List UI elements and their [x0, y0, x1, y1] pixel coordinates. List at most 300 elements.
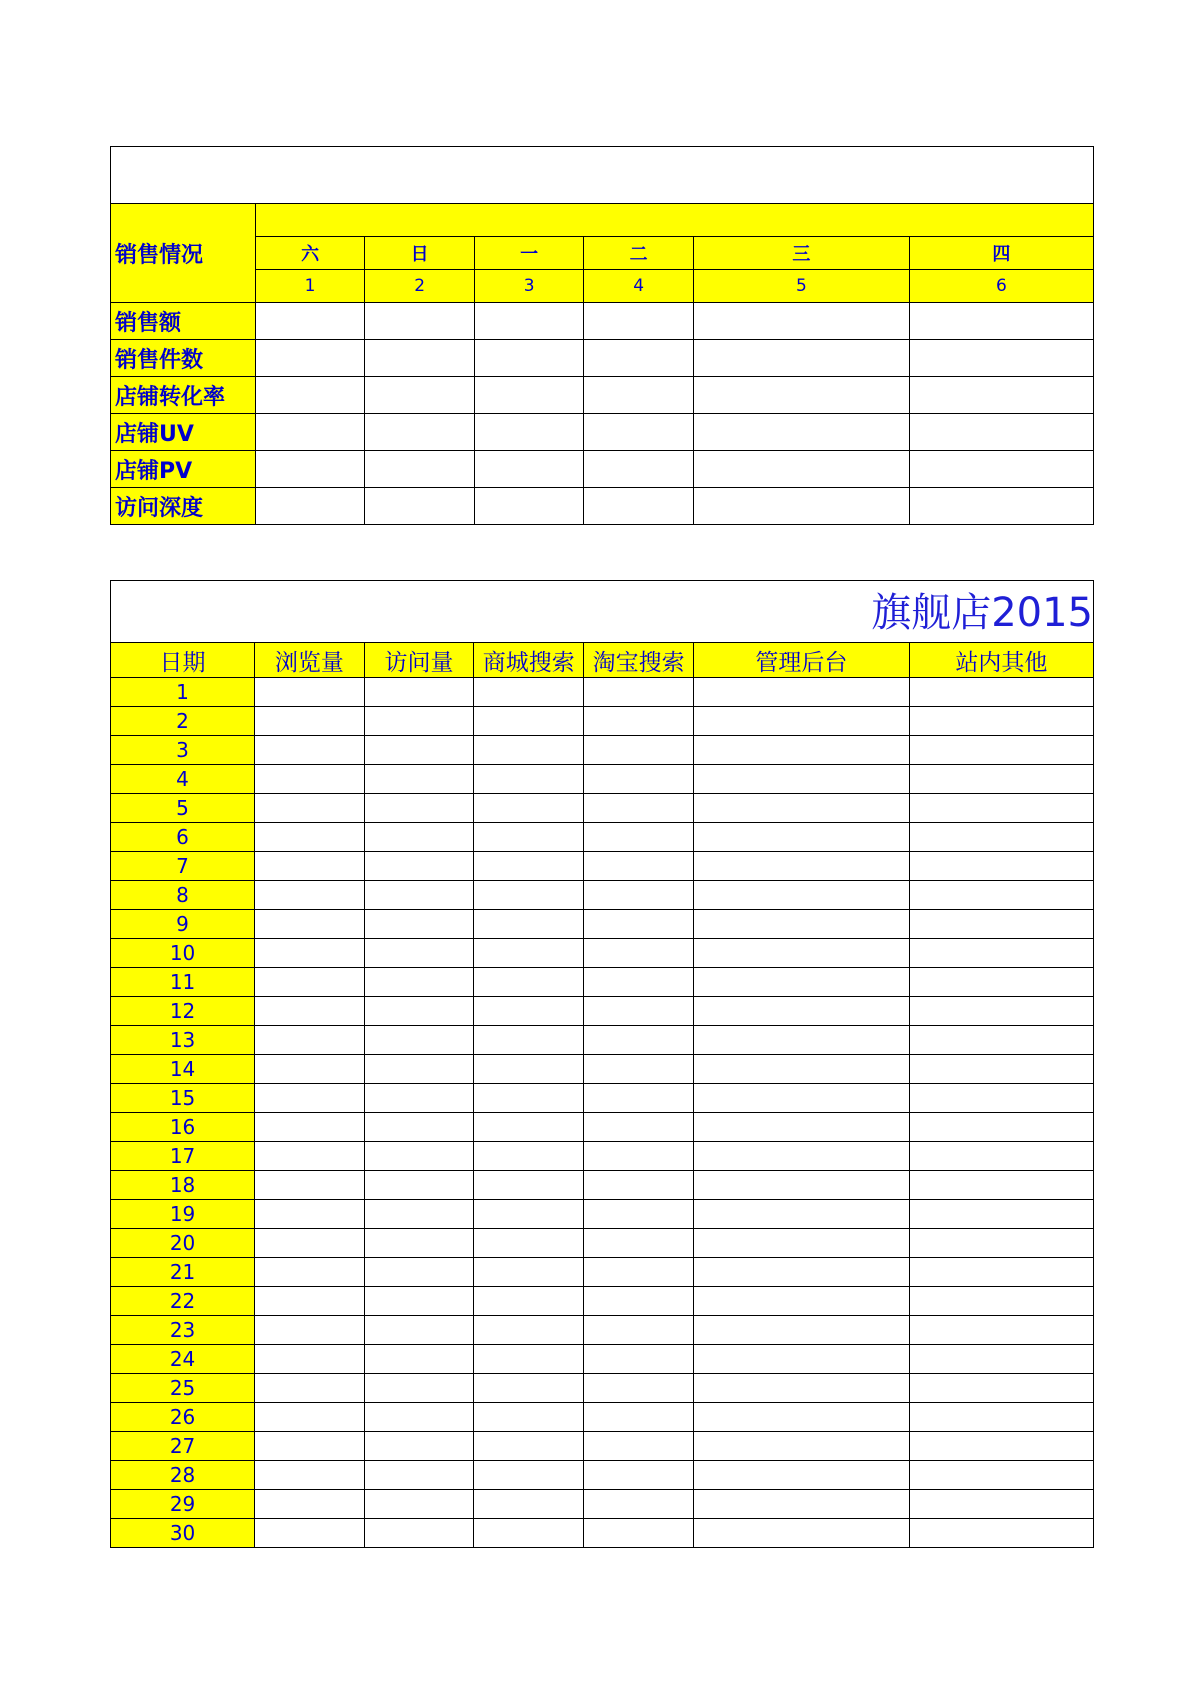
column-header-taobao-search[interactable]: 淘宝搜索	[584, 643, 694, 678]
traffic-value-cell[interactable]	[364, 910, 474, 939]
traffic-value-cell[interactable]	[255, 1519, 365, 1548]
column-header-date[interactable]: 日期	[111, 643, 255, 678]
traffic-value-cell[interactable]	[693, 910, 909, 939]
traffic-value-cell[interactable]	[474, 968, 584, 997]
traffic-value-cell[interactable]	[909, 1258, 1093, 1287]
traffic-value-cell[interactable]	[909, 1113, 1093, 1142]
traffic-value-cell[interactable]	[584, 852, 694, 881]
traffic-value-cell[interactable]	[255, 910, 365, 939]
metric-value-cell[interactable]	[474, 488, 584, 525]
traffic-value-cell[interactable]	[364, 1142, 474, 1171]
metric-value-cell[interactable]	[584, 340, 694, 377]
metric-value-cell[interactable]	[693, 303, 909, 340]
traffic-value-cell[interactable]	[474, 910, 584, 939]
traffic-value-cell[interactable]	[255, 1142, 365, 1171]
traffic-value-cell[interactable]	[693, 1490, 909, 1519]
traffic-value-cell[interactable]	[255, 939, 365, 968]
traffic-value-cell[interactable]	[474, 1461, 584, 1490]
traffic-value-cell[interactable]	[693, 1084, 909, 1113]
date-cell[interactable]: 16	[111, 1113, 255, 1142]
metric-value-cell[interactable]	[693, 488, 909, 525]
table-row	[111, 1345, 1094, 1374]
date-cell[interactable]: 4	[111, 765, 255, 794]
metrics-body	[111, 303, 1094, 525]
traffic-value-cell[interactable]	[909, 1519, 1093, 1548]
metric-value-cell[interactable]	[474, 340, 584, 377]
date-cell[interactable]: 2	[111, 707, 255, 736]
metric-value-cell[interactable]	[909, 303, 1093, 340]
traffic-value-cell[interactable]	[584, 1461, 694, 1490]
table-row	[111, 1258, 1094, 1287]
weekday-cell[interactable]: 一	[474, 237, 584, 270]
traffic-value-cell[interactable]	[584, 1316, 694, 1345]
column-header-visits[interactable]: 访问量	[364, 643, 474, 678]
traffic-value-cell[interactable]	[909, 881, 1093, 910]
traffic-value-cell[interactable]	[909, 852, 1093, 881]
date-cell[interactable]: 10	[111, 939, 255, 968]
table-row	[111, 1113, 1094, 1142]
date-cell[interactable]: 1	[111, 678, 255, 707]
traffic-value-cell[interactable]	[364, 1403, 474, 1432]
weekday-cell[interactable]: 二	[584, 237, 694, 270]
traffic-value-cell[interactable]	[474, 1490, 584, 1519]
sales-row-header[interactable]: 销售情况	[111, 204, 256, 303]
traffic-value-cell[interactable]	[693, 1200, 909, 1229]
date-cell[interactable]: 13	[111, 1026, 255, 1055]
traffic-value-cell[interactable]	[364, 1055, 474, 1084]
traffic-value-cell[interactable]	[255, 1461, 365, 1490]
traffic-value-cell[interactable]	[584, 1229, 694, 1258]
date-cell[interactable]: 26	[111, 1403, 255, 1432]
traffic-value-cell[interactable]	[909, 765, 1093, 794]
traffic-value-cell[interactable]	[909, 997, 1093, 1026]
traffic-value-cell[interactable]	[474, 794, 584, 823]
traffic-value-cell[interactable]	[693, 968, 909, 997]
metric-value-cell[interactable]	[909, 488, 1093, 525]
traffic-value-cell[interactable]	[255, 881, 365, 910]
traffic-value-cell[interactable]	[364, 1113, 474, 1142]
traffic-value-cell[interactable]	[909, 910, 1093, 939]
metric-label[interactable]: 销售额	[111, 303, 256, 340]
traffic-value-cell[interactable]	[584, 823, 694, 852]
date-cell[interactable]: 22	[111, 1287, 255, 1316]
traffic-value-cell[interactable]	[474, 823, 584, 852]
traffic-value-cell[interactable]	[474, 881, 584, 910]
weekday-cell[interactable]: 日	[365, 237, 475, 270]
traffic-value-cell[interactable]	[693, 1461, 909, 1490]
traffic-value-cell[interactable]	[255, 1200, 365, 1229]
traffic-value-cell[interactable]	[909, 1171, 1093, 1200]
metric-value-cell[interactable]	[584, 414, 694, 451]
day-number-cell[interactable]: 3	[474, 270, 584, 303]
table-row	[111, 1490, 1094, 1519]
date-cell[interactable]: 20	[111, 1229, 255, 1258]
table-row	[111, 1461, 1094, 1490]
traffic-value-cell[interactable]	[255, 1287, 365, 1316]
metric-label[interactable]: 店铺转化率	[111, 377, 256, 414]
metric-value-cell[interactable]	[909, 340, 1093, 377]
traffic-value-cell[interactable]	[693, 1403, 909, 1432]
traffic-value-cell[interactable]	[255, 1258, 365, 1287]
traffic-value-cell[interactable]	[474, 1142, 584, 1171]
traffic-value-cell[interactable]	[909, 1084, 1093, 1113]
traffic-value-cell[interactable]	[364, 1171, 474, 1200]
table-row	[111, 794, 1094, 823]
traffic-value-cell[interactable]	[909, 1461, 1093, 1490]
traffic-value-cell[interactable]	[909, 1403, 1093, 1432]
traffic-value-cell[interactable]	[693, 1142, 909, 1171]
date-cell[interactable]: 6	[111, 823, 255, 852]
date-cell[interactable]: 9	[111, 910, 255, 939]
traffic-value-cell[interactable]	[693, 881, 909, 910]
table-row	[111, 997, 1094, 1026]
traffic-value-cell[interactable]	[693, 1519, 909, 1548]
column-header-page-views[interactable]: 浏览量	[255, 643, 365, 678]
traffic-value-cell[interactable]	[909, 968, 1093, 997]
metric-value-cell[interactable]	[255, 340, 365, 377]
date-cell[interactable]: 23	[111, 1316, 255, 1345]
traffic-value-cell[interactable]	[474, 1316, 584, 1345]
traffic-value-cell[interactable]	[255, 823, 365, 852]
traffic-value-cell[interactable]	[364, 852, 474, 881]
traffic-value-cell[interactable]	[693, 852, 909, 881]
metric-value-cell[interactable]	[365, 488, 475, 525]
sales-summary-table	[110, 146, 1094, 525]
traffic-value-cell[interactable]	[364, 1287, 474, 1316]
metric-value-cell[interactable]	[255, 488, 365, 525]
traffic-value-cell[interactable]	[474, 678, 584, 707]
metric-value-cell[interactable]	[365, 414, 475, 451]
traffic-value-cell[interactable]	[474, 852, 584, 881]
traffic-value-cell[interactable]	[693, 1258, 909, 1287]
traffic-value-cell[interactable]	[909, 1229, 1093, 1258]
traffic-value-cell[interactable]	[693, 1287, 909, 1316]
metric-value-cell[interactable]	[255, 303, 365, 340]
traffic-value-cell[interactable]	[693, 1374, 909, 1403]
metric-value-cell[interactable]	[584, 303, 694, 340]
traffic-value-cell[interactable]	[584, 1142, 694, 1171]
date-cell[interactable]: 12	[111, 997, 255, 1026]
traffic-value-cell[interactable]	[584, 910, 694, 939]
traffic-value-cell[interactable]	[909, 1432, 1093, 1461]
traffic-value-cell[interactable]	[255, 1026, 365, 1055]
traffic-value-cell[interactable]	[255, 707, 365, 736]
metric-value-cell[interactable]	[365, 340, 475, 377]
sales-summary-sheet	[110, 146, 1094, 525]
traffic-value-cell[interactable]	[364, 1084, 474, 1113]
traffic-value-cell[interactable]	[909, 707, 1093, 736]
traffic-value-cell[interactable]	[474, 1432, 584, 1461]
date-cell[interactable]: 25	[111, 1374, 255, 1403]
traffic-value-cell[interactable]	[909, 1142, 1093, 1171]
traffic-value-cell[interactable]	[584, 1519, 694, 1548]
traffic-value-cell[interactable]	[255, 1171, 365, 1200]
traffic-value-cell[interactable]	[909, 1055, 1093, 1084]
traffic-value-cell[interactable]	[584, 1490, 694, 1519]
traffic-value-cell[interactable]	[364, 1432, 474, 1461]
date-cell[interactable]: 5	[111, 794, 255, 823]
metric-value-cell[interactable]	[584, 488, 694, 525]
day-number-cell[interactable]: 2	[365, 270, 475, 303]
traffic-value-cell[interactable]	[474, 1171, 584, 1200]
traffic-value-cell[interactable]	[693, 1432, 909, 1461]
traffic-value-cell[interactable]	[364, 1490, 474, 1519]
sales-blank-header-cell[interactable]	[255, 204, 1093, 237]
traffic-value-cell[interactable]	[909, 1200, 1093, 1229]
metric-value-cell[interactable]	[584, 451, 694, 488]
weekday-cell[interactable]: 四	[909, 237, 1093, 270]
traffic-value-cell[interactable]	[693, 823, 909, 852]
traffic-value-cell[interactable]	[584, 968, 694, 997]
traffic-value-cell[interactable]	[909, 1287, 1093, 1316]
traffic-value-cell[interactable]	[474, 1519, 584, 1548]
day-number-cell[interactable]: 6	[909, 270, 1093, 303]
date-cell[interactable]: 18	[111, 1171, 255, 1200]
traffic-value-cell[interactable]	[584, 1084, 694, 1113]
metric-value-cell[interactable]	[584, 377, 694, 414]
traffic-value-cell[interactable]	[364, 1374, 474, 1403]
metric-value-cell[interactable]	[693, 451, 909, 488]
traffic-value-cell[interactable]	[364, 1258, 474, 1287]
metric-value-cell[interactable]	[909, 451, 1093, 488]
weekday-cell[interactable]: 三	[693, 237, 909, 270]
traffic-value-cell[interactable]	[909, 1026, 1093, 1055]
traffic-value-cell[interactable]	[364, 1200, 474, 1229]
traffic-value-cell[interactable]	[364, 939, 474, 968]
traffic-value-cell[interactable]	[364, 997, 474, 1026]
traffic-value-cell[interactable]	[255, 678, 365, 707]
traffic-value-cell[interactable]	[909, 736, 1093, 765]
traffic-value-cell[interactable]	[909, 823, 1093, 852]
metric-value-cell[interactable]	[693, 414, 909, 451]
traffic-value-cell[interactable]	[584, 1403, 694, 1432]
traffic-value-cell[interactable]	[255, 852, 365, 881]
metric-value-cell[interactable]	[255, 377, 365, 414]
traffic-value-cell[interactable]	[584, 1374, 694, 1403]
traffic-value-cell[interactable]	[474, 1055, 584, 1084]
traffic-value-cell[interactable]	[693, 707, 909, 736]
traffic-value-cell[interactable]	[693, 1229, 909, 1258]
traffic-value-cell[interactable]	[693, 997, 909, 1026]
traffic-value-cell[interactable]	[584, 794, 694, 823]
traffic-value-cell[interactable]	[693, 1055, 909, 1084]
traffic-value-cell[interactable]	[364, 1461, 474, 1490]
traffic-value-cell[interactable]	[584, 765, 694, 794]
traffic-value-cell[interactable]	[474, 1084, 584, 1113]
traffic-value-cell[interactable]	[474, 765, 584, 794]
traffic-value-cell[interactable]	[474, 1026, 584, 1055]
date-cell[interactable]: 19	[111, 1200, 255, 1229]
weekday-row	[111, 237, 1094, 270]
traffic-value-cell[interactable]	[255, 968, 365, 997]
metric-value-cell[interactable]	[365, 451, 475, 488]
metric-row	[111, 303, 1094, 340]
traffic-value-cell[interactable]	[693, 678, 909, 707]
date-cell[interactable]: 8	[111, 881, 255, 910]
traffic-value-cell[interactable]	[584, 707, 694, 736]
traffic-title[interactable]: 旗舰店2015	[111, 581, 1094, 643]
traffic-value-cell[interactable]	[693, 1026, 909, 1055]
traffic-value-cell[interactable]	[364, 1229, 474, 1258]
table-row	[111, 765, 1094, 794]
metric-value-cell[interactable]	[255, 451, 365, 488]
traffic-value-cell[interactable]	[474, 1374, 584, 1403]
metric-value-cell[interactable]	[909, 377, 1093, 414]
traffic-value-cell[interactable]	[584, 997, 694, 1026]
traffic-value-cell[interactable]	[584, 1432, 694, 1461]
metric-label[interactable]: 店铺PV	[111, 451, 256, 488]
traffic-value-cell[interactable]	[364, 736, 474, 765]
traffic-value-cell[interactable]	[255, 765, 365, 794]
traffic-table	[110, 580, 1094, 1548]
traffic-value-cell[interactable]	[909, 1345, 1093, 1374]
traffic-value-cell[interactable]	[474, 939, 584, 968]
column-header-admin-backend[interactable]: 管理后台	[693, 643, 909, 678]
traffic-value-cell[interactable]	[364, 794, 474, 823]
date-cell[interactable]: 14	[111, 1055, 255, 1084]
date-cell[interactable]: 27	[111, 1432, 255, 1461]
metric-value-cell[interactable]	[474, 451, 584, 488]
traffic-value-cell[interactable]	[255, 997, 365, 1026]
traffic-value-cell[interactable]	[474, 707, 584, 736]
traffic-value-cell[interactable]	[364, 765, 474, 794]
weekday-cell[interactable]: 六	[255, 237, 365, 270]
traffic-value-cell[interactable]	[364, 881, 474, 910]
traffic-value-cell[interactable]	[474, 1113, 584, 1142]
date-cell[interactable]: 21	[111, 1258, 255, 1287]
metric-label[interactable]: 店铺UV	[111, 414, 256, 451]
metric-row	[111, 377, 1094, 414]
traffic-value-cell[interactable]	[364, 678, 474, 707]
metric-value-cell[interactable]	[365, 377, 475, 414]
table-row	[111, 707, 1094, 736]
table-row	[111, 1374, 1094, 1403]
traffic-value-cell[interactable]	[693, 939, 909, 968]
table-row	[111, 1200, 1094, 1229]
metric-value-cell[interactable]	[474, 303, 584, 340]
metric-value-cell[interactable]	[474, 377, 584, 414]
table-row	[111, 736, 1094, 765]
table-row	[111, 678, 1094, 707]
traffic-value-cell[interactable]	[584, 1026, 694, 1055]
traffic-value-cell[interactable]	[474, 1287, 584, 1316]
traffic-value-cell[interactable]	[909, 794, 1093, 823]
date-cell[interactable]: 3	[111, 736, 255, 765]
metric-value-cell[interactable]	[365, 303, 475, 340]
traffic-value-cell[interactable]	[255, 1374, 365, 1403]
traffic-value-cell[interactable]	[255, 1055, 365, 1084]
traffic-value-cell[interactable]	[693, 1316, 909, 1345]
metric-value-cell[interactable]	[909, 414, 1093, 451]
traffic-value-cell[interactable]	[909, 1316, 1093, 1345]
date-cell[interactable]: 17	[111, 1142, 255, 1171]
traffic-value-cell[interactable]	[584, 678, 694, 707]
metric-label[interactable]: 销售件数	[111, 340, 256, 377]
metric-value-cell[interactable]	[255, 414, 365, 451]
traffic-value-cell[interactable]	[255, 1345, 365, 1374]
metric-value-cell[interactable]	[693, 377, 909, 414]
traffic-value-cell[interactable]	[909, 1374, 1093, 1403]
traffic-value-cell[interactable]	[474, 1200, 584, 1229]
traffic-value-cell[interactable]	[584, 1345, 694, 1374]
traffic-value-cell[interactable]	[909, 939, 1093, 968]
traffic-value-cell[interactable]	[584, 1171, 694, 1200]
traffic-value-cell[interactable]	[255, 1229, 365, 1258]
traffic-value-cell[interactable]	[364, 707, 474, 736]
traffic-value-cell[interactable]	[474, 1403, 584, 1432]
traffic-value-cell[interactable]	[584, 881, 694, 910]
date-cell[interactable]: 28	[111, 1461, 255, 1490]
table-row	[111, 1084, 1094, 1113]
day-number-cell[interactable]: 4	[584, 270, 694, 303]
traffic-value-cell[interactable]	[584, 1055, 694, 1084]
metric-label[interactable]: 访问深度	[111, 488, 256, 525]
column-header-mall-search[interactable]: 商城搜索	[474, 643, 584, 678]
date-cell[interactable]: 7	[111, 852, 255, 881]
traffic-value-cell[interactable]	[255, 1113, 365, 1142]
date-cell[interactable]: 15	[111, 1084, 255, 1113]
traffic-value-cell[interactable]	[474, 736, 584, 765]
traffic-value-cell[interactable]	[364, 1026, 474, 1055]
column-header-onsite-other[interactable]: 站内其他	[909, 643, 1093, 678]
traffic-value-cell[interactable]	[693, 794, 909, 823]
traffic-value-cell[interactable]	[693, 736, 909, 765]
day-number-cell[interactable]: 1	[255, 270, 365, 303]
traffic-value-cell[interactable]	[255, 794, 365, 823]
traffic-value-cell[interactable]	[584, 939, 694, 968]
traffic-value-cell[interactable]	[255, 1432, 365, 1461]
table-row	[111, 1287, 1094, 1316]
traffic-value-cell[interactable]	[693, 1113, 909, 1142]
date-cell[interactable]: 29	[111, 1490, 255, 1519]
date-cell[interactable]: 30	[111, 1519, 255, 1548]
traffic-value-cell[interactable]	[584, 1200, 694, 1229]
traffic-value-cell[interactable]	[693, 1345, 909, 1374]
traffic-value-cell[interactable]	[909, 678, 1093, 707]
date-cell[interactable]: 24	[111, 1345, 255, 1374]
traffic-value-cell[interactable]	[584, 1113, 694, 1142]
traffic-value-cell[interactable]	[364, 1345, 474, 1374]
traffic-value-cell[interactable]	[364, 1519, 474, 1548]
table-row	[111, 1026, 1094, 1055]
traffic-value-cell[interactable]	[693, 765, 909, 794]
traffic-value-cell[interactable]	[474, 1258, 584, 1287]
traffic-value-cell[interactable]	[474, 997, 584, 1026]
metric-value-cell[interactable]	[474, 414, 584, 451]
sales-title-cell[interactable]	[111, 147, 1094, 204]
table-row	[111, 968, 1094, 997]
metric-row	[111, 488, 1094, 525]
traffic-value-cell[interactable]	[909, 1490, 1093, 1519]
traffic-value-cell[interactable]	[364, 1316, 474, 1345]
traffic-value-cell[interactable]	[255, 1490, 365, 1519]
traffic-value-cell[interactable]	[255, 1316, 365, 1345]
day-number-cell[interactable]: 5	[693, 270, 909, 303]
traffic-value-cell[interactable]	[255, 1084, 365, 1113]
traffic-value-cell[interactable]	[364, 968, 474, 997]
metric-value-cell[interactable]	[693, 340, 909, 377]
date-cell[interactable]: 11	[111, 968, 255, 997]
traffic-value-cell[interactable]	[474, 1345, 584, 1374]
traffic-value-cell[interactable]	[584, 736, 694, 765]
traffic-value-cell[interactable]	[255, 1403, 365, 1432]
traffic-value-cell[interactable]	[693, 1171, 909, 1200]
traffic-value-cell[interactable]	[584, 1287, 694, 1316]
traffic-value-cell[interactable]	[364, 823, 474, 852]
traffic-value-cell[interactable]	[255, 736, 365, 765]
traffic-value-cell[interactable]	[474, 1229, 584, 1258]
traffic-value-cell[interactable]	[584, 1258, 694, 1287]
